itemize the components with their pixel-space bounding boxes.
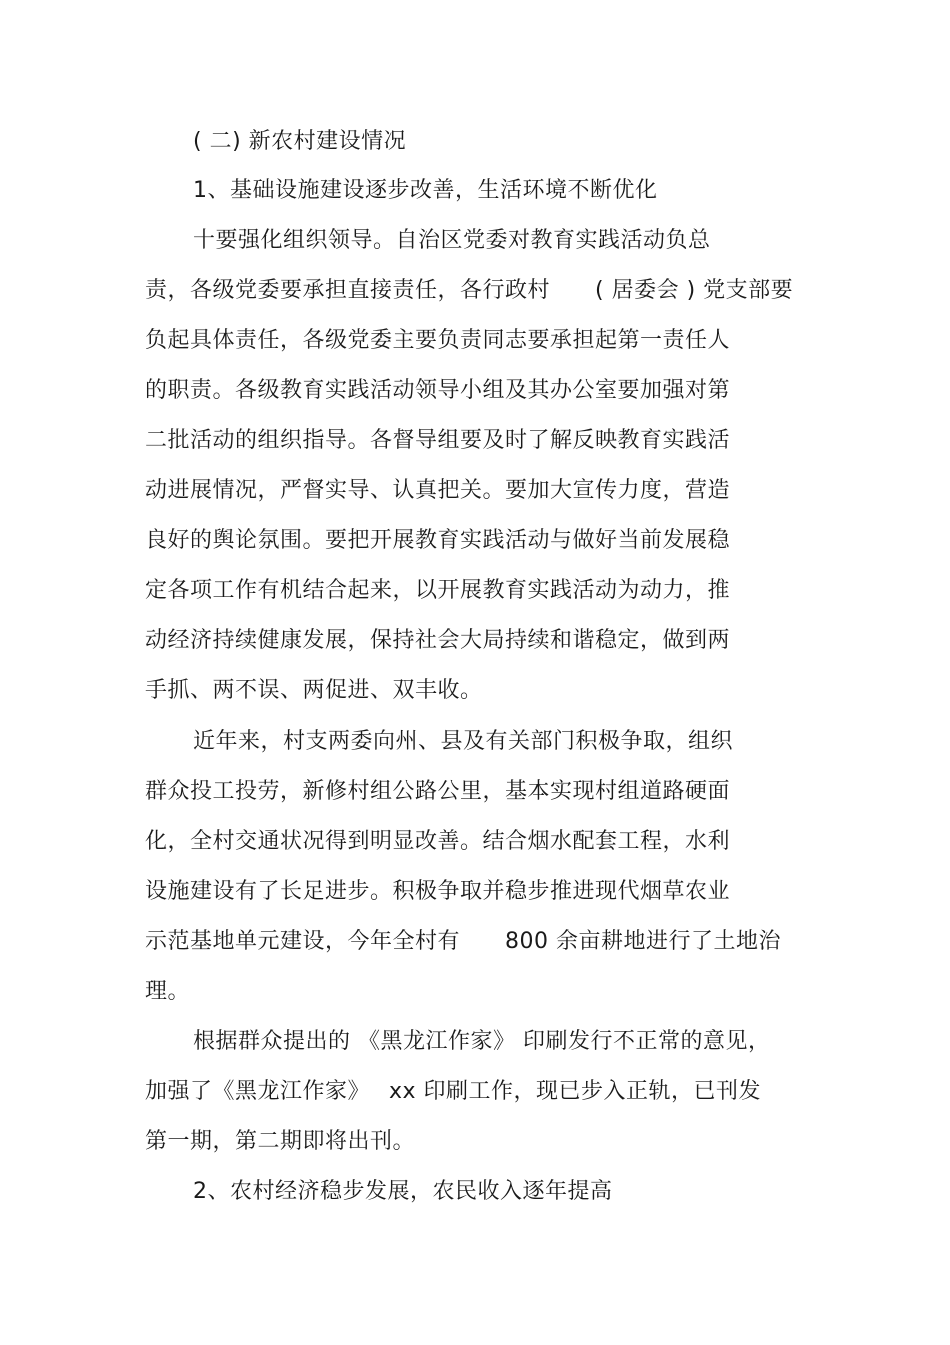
paragraph-line: 十要强化组织领导。自治区党委对教育实践活动负总 — [193, 228, 711, 253]
paragraph-line: 第一期，第二期即将出刊。 — [145, 1129, 416, 1154]
paragraph-line: 设施建设有了长足进步。积极争取并稳步推进现代烟草农业 — [145, 879, 731, 904]
subsection-heading-1: 1、基础设施建设逐步改善，生活环境不断优化 — [193, 178, 658, 203]
subsection-heading-2: 2、农村经济稳步发展，农民收入逐年提高 — [193, 1179, 613, 1204]
paragraph-line: 动进展情况，严督实导、认真把关。要加大宣传力度，营造 — [145, 478, 731, 503]
paragraph-line: 定各项工作有机结合起来，以开展教育实践活动为动力，推 — [145, 578, 731, 603]
paragraph-line: 化，全村交通状况得到明显改善。结合烟水配套工程，水利 — [145, 829, 731, 854]
paragraph-line: 近年来，村支两委向州、县及有关部门积极争取，组织 — [193, 729, 734, 754]
paragraph-line: 负起具体责任，各级党委主要负责同志要承担起第一责任人 — [145, 328, 731, 353]
paragraph-line: 根据群众提出的 《黑龙江作家》 印刷发行不正常的意见， — [193, 1029, 771, 1054]
section-heading: ( 二) 新农村建设情况 — [193, 129, 407, 154]
paragraph-line: 责，各级党委要承担直接责任，各行政村 ( 居委会 ) 党支部要 — [145, 278, 794, 303]
paragraph-line: 示范基地单元建设，今年全村有 800 余亩耕地进行了土地治 — [145, 929, 781, 954]
paragraph-line: 二批活动的组织指导。各督导组要及时了解反映教育实践活 — [145, 428, 731, 453]
paragraph-line: 理。 — [145, 979, 191, 1004]
paragraph-line: 动经济持续健康发展，保持社会大局持续和谐稳定，做到两 — [145, 628, 731, 653]
paragraph-line: 群众投工投劳，新修村组公路公里，基本实现村组道路硬面 — [145, 779, 731, 804]
paragraph-line: 加强了《黑龙江作家》 xx 印刷工作，现已步入正轨，已刊发 — [145, 1079, 762, 1104]
paragraph-line: 良好的舆论氛围。要把开展教育实践活动与做好当前发展稳 — [145, 528, 731, 553]
paragraph-line: 手抓、两不误、两促进、双丰收。 — [145, 678, 483, 703]
paragraph-line: 的职责。各级教育实践活动领导小组及其办公室要加强对第 — [145, 378, 731, 403]
